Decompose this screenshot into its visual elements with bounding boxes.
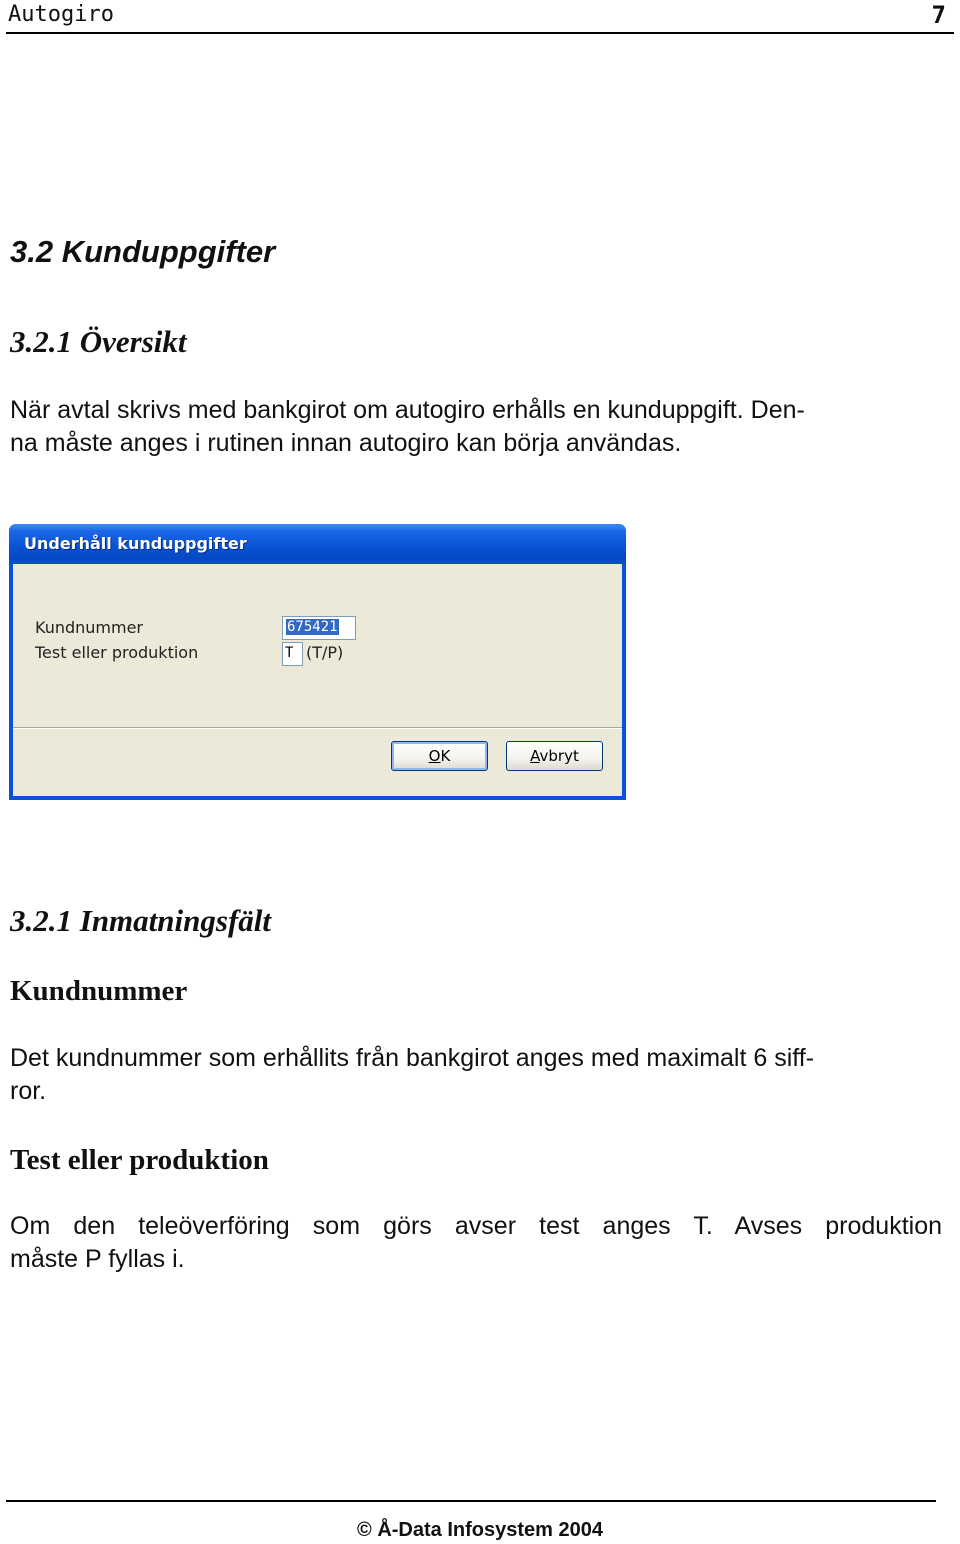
customer-number-line: ror. <box>10 1077 47 1105</box>
dialog-title: Underhåll kunduppgifter <box>24 534 247 553</box>
cancel-button[interactable] <box>506 741 603 771</box>
overview-line: na måste anges i rutinen innan autogiro kan börja användas. <box>10 429 682 457</box>
ok-button[interactable] <box>391 741 488 771</box>
input-fields-heading: 3.2.1 Inmatningsfält <box>10 903 271 938</box>
test-production-line: måste P fyllas i. <box>10 1245 185 1273</box>
ok-button-label: K <box>440 747 451 765</box>
customer-number-value: 675421 <box>287 619 338 635</box>
test-production-value: T <box>285 645 294 661</box>
dialog-titlebar[interactable] <box>9 524 626 564</box>
customer-number-line: Det kundnummer som erhållits från bankgirot anges med maximalt 6 siff- <box>10 1044 815 1072</box>
test-production-hint: (T/P) <box>306 643 344 662</box>
customer-number-heading: Kundnummer <box>10 975 188 1007</box>
footer-copyright: © Å-Data Infosystem 2004 <box>357 1519 603 1541</box>
test-production-heading: Test eller produktion <box>10 1144 269 1176</box>
overview-line: När avtal skrivs med bankgirot om autogiro erhålls en kunduppgift. Den- <box>10 396 805 424</box>
customer-number-input[interactable] <box>282 616 356 640</box>
cancel-button-mnemonic: A <box>530 747 540 765</box>
dialog-body <box>13 564 622 796</box>
dialog-window <box>9 524 626 800</box>
cancel-button-label: vbryt <box>539 747 579 765</box>
footer-rule <box>6 1500 936 1502</box>
customer-number-label: Kundnummer <box>35 618 144 637</box>
test-production-label: Test eller produktion <box>35 643 199 662</box>
header-title: Autogiro <box>8 2 114 27</box>
dialog-separator <box>13 727 622 729</box>
section-heading: 3.2 Kunduppgifter <box>10 234 276 269</box>
test-production-paragraph <box>10 1210 942 1276</box>
customer-number-paragraph <box>10 1042 942 1108</box>
page-number: 7 <box>931 1 946 29</box>
header-rule <box>6 32 954 34</box>
test-production-input[interactable] <box>282 642 303 666</box>
ok-button-mnemonic: O <box>428 747 441 765</box>
overview-paragraph <box>10 394 942 460</box>
overview-heading: 3.2.1 Översikt <box>10 324 187 359</box>
test-production-line: Om den teleöverföring som görs avser test anges T. Avses produktion <box>10 1212 942 1240</box>
